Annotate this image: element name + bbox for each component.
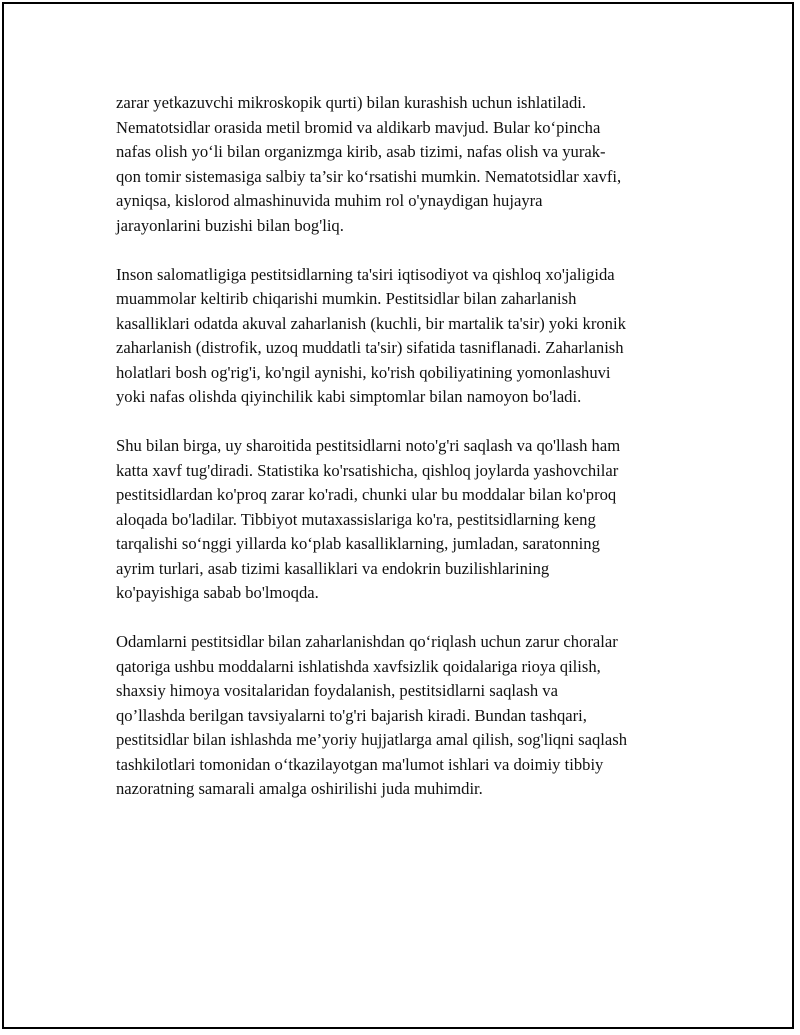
text-line: aloqada bo'ladilar. Tibbiyot mutaxassislariga ko'ra, pestitsidlarning keng (116, 509, 596, 529)
text-line: nazoratning samarali amalga oshirilishi juda muhimdir. (116, 779, 483, 798)
text-line: tarqalishi so‘nggi yillarda ko‘plab kasalliklarning, jumladan, saratonning (116, 534, 600, 553)
text-line: ko'payishiga sabab bo'lmoqda. (116, 583, 319, 602)
text-line: zarar yetkazuvchi mikroskopik qurti) bilan kurashish uchun ishlatiladi. (116, 93, 587, 112)
text-line: tashkilotlari tomonidan o‘tkazilayotgan ma'lumot ishlari va doimiy tibbiy (116, 754, 604, 774)
text-line: ayrim turlari, asab tizimi kasalliklari va endokrin buzilishlarining (116, 558, 550, 578)
text-line: ayniqsa, kislorod almashinuvida muhim rol o'ynaydigan hujayra (116, 191, 543, 210)
text-line: kasalliklari odatda akuval zaharlanish (kuchli, bir martalik ta'sir) yoki kronik (116, 313, 626, 333)
text-line: Nematotsidlar orasida metil bromid va aldikarb mavjud. Bular ko‘pincha (116, 117, 601, 137)
text-line: muammolar keltirib chiqarishi mumkin. Pestitsidlar bilan zaharlanish (116, 289, 577, 308)
text-line: Odamlarni pestitsidlar bilan zaharlanishdan qo‘riqlash uchun zarur choralar (116, 632, 618, 651)
document-body (116, 91, 676, 826)
text-line: qo’llashda berilgan tavsiyalarni to'g'ri bajarish kiradi. Bundan tashqari, (116, 705, 587, 725)
paragraph (116, 263, 676, 410)
text-line: Shu bilan birga, uy sharoitida pestitsidlarni noto'g'ri saqlash va qo'llash ham (116, 436, 621, 455)
text-line: jarayonlarini buzishi bilan bog'liq. (116, 215, 344, 235)
text-line: holatlari bosh og'rig'i, ko'ngil aynishi, ko'rish qobiliyatining yomonlashuvi (116, 362, 611, 382)
paragraph (116, 434, 676, 606)
text-line: pestitsidlardan ko'proq zarar ko'radi, chunki ular bu moddalar bilan ko'proq (116, 485, 617, 504)
text-line: Inson salomatligiga pestitsidlarning ta'siri iqtisodiyot va qishloq xo'jaligida (116, 264, 615, 284)
text-line: katta xavf tug'diradi. Statistika ko'rsatishicha, qishloq joylarda yashovchilar (116, 460, 619, 480)
text-line: yoki nafas olishda qiyinchilik kabi simptomlar bilan namoyon bo'ladi. (116, 387, 582, 406)
text-line: zaharlanish (distrofik, uzoq muddatli ta'sir) sifatida tasniflanadi. Zaharlanish (116, 338, 624, 357)
paragraph (116, 91, 676, 238)
text-line: qatoriga ushbu moddalarni ishlatishda xavfsizlik qoidalariga rioya qilish, (116, 656, 601, 676)
text-line: pestitsidlar bilan ishlashda me’yoriy hujjatlarga amal qilish, sog'liqni saqlash (116, 730, 628, 749)
paragraph (116, 630, 676, 802)
text-line: shaxsiy himoya vositalaridan foydalanish, pestitsidlarni saqlash va (116, 681, 558, 700)
text-line: qon tomir sistemasiga salbiy ta’sir ko‘rsatishi mumkin. Nematotsidlar xavfi, (116, 166, 622, 186)
text-line: nafas olish yo‘li bilan organizmga kirib, asab tizimi, nafas olish va yurak- (116, 142, 606, 161)
